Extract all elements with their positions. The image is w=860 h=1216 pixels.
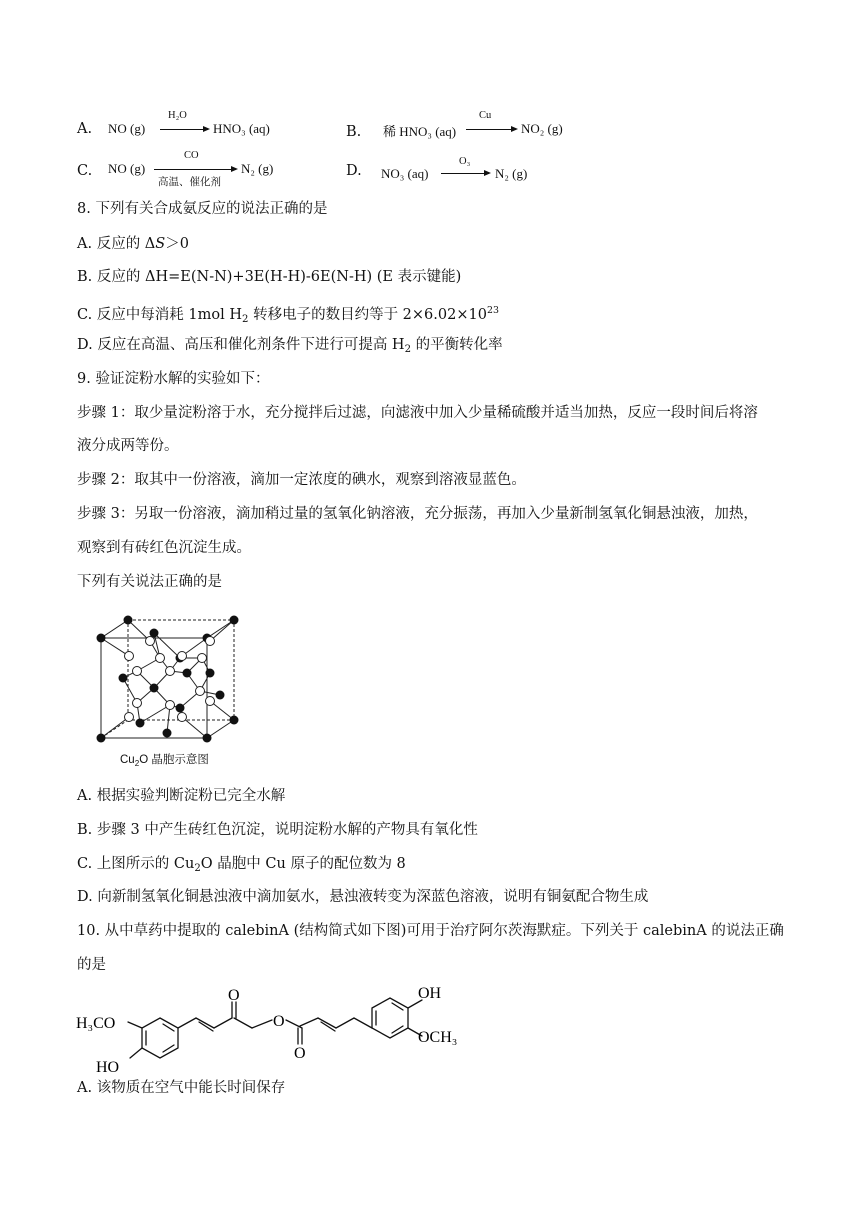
cu2o-unit-cell-diagram (92, 613, 244, 743)
ketone-o-label: O (228, 987, 240, 1004)
option-label-d: D. (346, 163, 362, 179)
product: N₂ (g) (495, 166, 528, 181)
q8-option-a (77, 234, 189, 254)
entropy-symbol: S (155, 236, 166, 252)
option-label-b: B. (346, 124, 362, 140)
reactant: NO₃ (aq) (381, 166, 429, 181)
q9-step3-line2: 观察到有砖红色沉淀生成。 (77, 540, 251, 556)
reaction-arrow-icon (160, 129, 208, 130)
product: NO₂ (g) (521, 121, 563, 136)
q8-option-d (77, 335, 503, 360)
ester-o-label: O (273, 1013, 285, 1030)
figure-caption (120, 751, 209, 768)
och3-label: OCH₃ (418, 1029, 458, 1046)
product: N₂ (g) (241, 161, 274, 176)
q8-option-b (77, 267, 461, 287)
text: B. 反应的 Δ (77, 269, 156, 285)
q9-option-d: D. 向新制氢氧化铜悬浊液中滴加氨水，悬浊液转变为深蓝色溶液，说明有铜氨配合物生成 (77, 889, 649, 905)
condition-top: CO (184, 150, 199, 161)
reactant: NO (g) (108, 121, 146, 136)
condition: H₂O (168, 110, 187, 121)
text: A. 反应的 Δ (77, 236, 156, 252)
q9-question: 下列有关说法正确的是 (77, 574, 222, 590)
h3co-label: H₃CO (76, 1015, 116, 1032)
subscript: 2 (404, 344, 412, 355)
product: HNO₃ (aq) (213, 121, 270, 136)
text: 的平衡转化率 (411, 337, 503, 353)
text: ＞0 (165, 236, 189, 252)
q9-step1-line2: 液分成两等份。 (77, 438, 179, 454)
text: D. 反应在高温、高压和催化剂条件下进行可提高 H (77, 337, 405, 353)
condition: O₃ (459, 156, 471, 167)
q10-stem-line1: 10. 从中草药中提取的 calebinA (结构简式如下图)可用于治疗阿尔茨海默症。下列关于 calebinA 的说法正确 (77, 923, 784, 939)
reactant: 稀 HNO₃ (aq) (383, 124, 457, 139)
text: C. 反应中每消耗 1mol H (77, 307, 243, 323)
reaction-b (383, 112, 623, 142)
q8-option-c (77, 301, 499, 330)
reaction-a (108, 112, 308, 142)
q10-stem-line2: 的是 (77, 957, 106, 973)
superscript: 23 (486, 305, 499, 316)
q9-option-a: A. 根据实验判断淀粉已完全水解 (77, 788, 286, 804)
text: O 晶胞中 Cu 原子的配位数为 8 (200, 856, 406, 872)
reaction-arrow-icon (441, 173, 489, 174)
subscript: 2 (242, 314, 249, 325)
text: C. 上图所示的 Cu (77, 856, 195, 872)
q10-option-a: A. 该物质在空气中能长时间保存 (77, 1080, 286, 1096)
text: O 晶胞示意图 (139, 754, 209, 766)
calebina-structure-diagram (70, 978, 480, 1078)
q9-step1-line1: 步骤 1：取少量淀粉溶于水，充分搅拌后过滤，向滤液中加入少量稀硫酸并适当加热，反应一段时间后将溶 (77, 405, 758, 421)
option-label-a: A. (77, 121, 93, 137)
oh-label: OH (418, 985, 442, 1002)
subscript: 2 (194, 863, 201, 874)
carbonyl-o-label: O (294, 1045, 306, 1062)
q9-step3-line1: 步骤 3：另取一份溶液，滴加稍过量的氢氧化钠溶液，充分振荡，再加入少量新制氢氧化铜悬浊液，加热， (77, 506, 758, 522)
condition: Cu (479, 110, 492, 121)
q9-option-c (77, 854, 406, 879)
enthalpy-expression: H=E(N-N)+3E(H-H)-6E(N-H) (E 表示键能) (155, 269, 462, 285)
option-label-c: C. (77, 163, 93, 179)
reaction-d (381, 155, 601, 185)
text: Cu (120, 754, 135, 766)
q8-stem: 8. 下列有关合成氨反应的说法正确的是 (77, 201, 328, 217)
reaction-arrow-icon (154, 169, 236, 170)
text: 转移电子的数目约等于 2×6.02×10 (248, 307, 487, 323)
reaction-c (108, 150, 308, 190)
subscript: 2 (134, 759, 140, 768)
q9-option-b: B. 步骤 3 中产生砖红色沉淀，说明淀粉水解的产物具有氧化性 (77, 822, 478, 838)
ho-label: HO (96, 1059, 120, 1076)
reaction-arrow-icon (466, 129, 516, 130)
condition-bottom: 高温、催化剂 (158, 177, 221, 188)
reactant: NO (g) (108, 161, 146, 176)
q9-stem: 9. 验证淀粉水解的实验如下： (77, 371, 270, 387)
q9-step2: 步骤 2：取其中一份溶液，滴加一定浓度的碘水，观察到溶液显蓝色。 (77, 472, 526, 488)
